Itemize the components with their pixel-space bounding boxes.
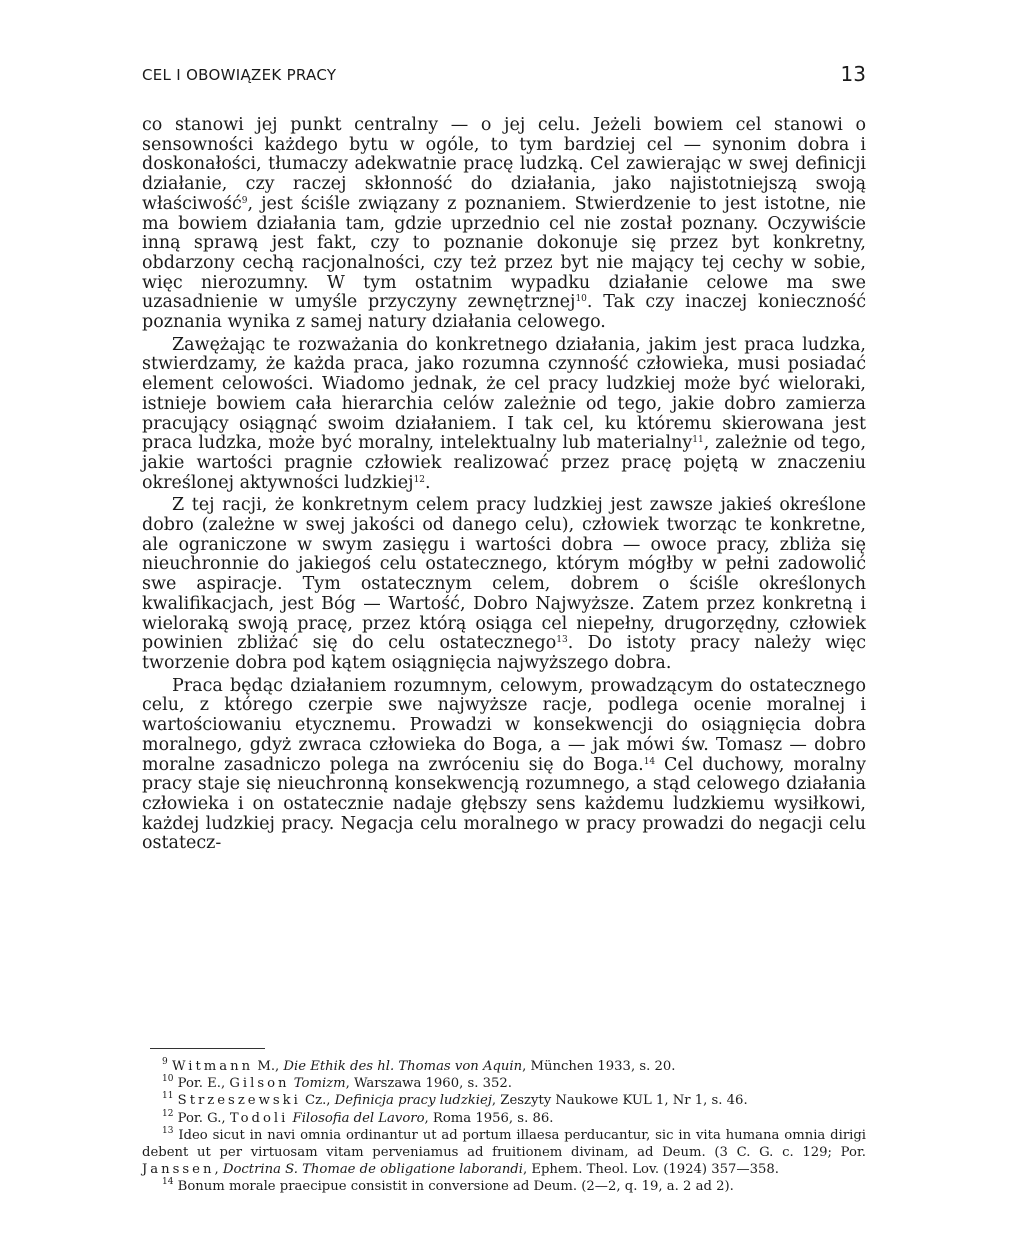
footnote-number: 13 [162,1125,174,1136]
paragraph [142,116,866,333]
footnote-title: Definicja pracy ludzkiej [334,1093,492,1109]
paragraph-text: Praca będąc działaniem rozumnym, celowym, prowadzącym do ostatecznego celu, z którego czerpie swe najwyższe racje, podlega ocenie moralnej i wartościowaniu etycznemu. Prowadzi w konsekwencji do osiągnięcia dobra moralnego, gdyż zwraca człowieka do Boga, a — jak mówi św. Tomasz — dobro moralne zasadniczo polega na zwróceniu się do Boga. [142,675,866,775]
footnote-number: 12 [162,1108,174,1119]
page-number: 13 [840,62,866,86]
footnote [142,1075,866,1092]
footnote-text: Por. E., [173,1076,230,1092]
footnote [142,1092,866,1109]
footnote-text: , Zeszyty Naukowe KUL 1, Nr 1, s. 46. [491,1093,748,1109]
page-header [142,62,866,92]
footnote [142,1058,866,1075]
footnote-author: Janssen [142,1162,215,1178]
paragraph-text: , jest ściśle związany z poznaniem. Stwierdzenie to jest istotne, nie ma bowiem działania tam, gdzie uprzednio cel nie został poznany. Oczywiście inną sprawą jest fakt, czy to poznanie dokonuje się przez byt konkretny, obdarzony cechą racjonalności, czy też przez byt nie mający tej cechy w sobie, więc nierozumny. W tym ostatnim wypadku działanie celowe ma swe uzasadnienie w umyśle przyczyny zewnętrznej [142,193,866,313]
footnote-number: 9 [162,1057,168,1067]
footnote-ref: 14 [643,756,656,767]
footnote-author: Strzeszewski [177,1093,301,1109]
paragraph [142,496,866,673]
paragraph-text: . Tak czy inaczej konieczność poznania wynika z samej natury działania celowego. [142,292,867,333]
footnote-text: , Warszawa 1960, s. 352. [345,1076,512,1092]
footnote-author: Witmann [171,1059,254,1074]
footnote-text: , Roma 1956, s. 86. [424,1110,554,1126]
footnote [142,1110,866,1127]
footnote-ref: 10 [575,294,587,305]
footnote-text: , Ephem. Theol. Lov. (1924) 357—358. [522,1162,779,1178]
paragraph-text: . [425,472,431,493]
footnote-title: Doctrina S. Thomae de obligatione laborandi [222,1162,523,1178]
paragraph-text: . Do istoty pracy należy więc tworzenie dobra pod kątem osiągnięcia najwyższego dobra. [142,633,866,673]
footnote-text: Por. G., [173,1110,230,1126]
footnote-title: Die Ethik des hl. Thomas von Aquin [283,1059,523,1074]
paragraph-text: Z tej racji, że konkretnym celem pracy ludzkiej jest zawsze jakieś określone dobro (zależne w swej jakości od danego celu), człowiek tworząc te konkretne, ale ograniczone w swym zasięgu i wartości dobra — owoce pracy, zbliża się nieuchronnie do jakiegoś celu ostatecznego, którym mógłby w pełni zadowolić swe aspiracje. Tym ostatecznym celem, dobrem o ściśle określonych kwalifikacjach, jest Bóg — Wartość, Dobro Najwyższe. Zatem przez konkretną i wieloraką swoją pracę, przez którą osiąga cel niepełny, drugorzędny, człowiek powinien zbliżać się do celu ostatecznego [142,495,866,654]
footnote-text: M., [253,1059,284,1074]
footnote-text: Cz., [300,1093,335,1109]
footnote-title: Tomizm [293,1076,346,1092]
footnote-text: , München 1933, s. 20. [522,1059,676,1074]
footnotes [142,1058,866,1196]
footnote: $^{13}$ Ideo sicut in navi omnia ordinantur ut ad portum illaesa perducantur, sic in vita humana omnia dirigi debent ut per virtuosam vitam perveniamus ad fruitionem divinam, ad Deum. (3 C. G. c. 129; Por. Janssen, Doctrina S. Thomae de obligatione laborandi, Ephem. Theol. Lov. (1924) 357—358. [142,1125,866,1178]
paragraph-text: Zawężając te rozważania do konkretnego działania, jakim jest praca ludzka, stwierdzamy, że każda praca, jako rozumna czynność człowieka, musi posiadać element celowości. Wiadomo jednak, że cel pracy ludzkiej może być wieloraki, istnieje bowiem cała hierarchia celów zależnie od tego, jakie dobro zamierza pracujący osiągnąć swoim działaniem. I tak cel, ku któremu skierowana jest praca ludzka, może być moralny, intelektualny lub materialny [142,334,866,454]
footnote-number: 14 [162,1177,174,1188]
footnote-author: Todoli [229,1110,289,1126]
paragraph [142,677,866,854]
paragraph-text: co stanowi jej punkt centralny — o jej celu. Jeżeli bowiem cel stanowi o sensowności każdego bytu w ogóle, to tym bardziej cel — synonim dobra i doskonałości, tłumaczy adekwatnie pracę ludzką. Cel zawierając w swej definicji działanie, czy raczej skłonność do działania, jako najistotniejszą swoją właściwość [142,115,866,214]
footnote-ref: 9 [241,195,248,206]
paragraph-text: , zależnie od tego, jakie wartości pragnie człowiek realizować przez pracę pojętą w znaczeniu określonej aktywności ludzkiej [142,433,867,493]
paragraph-text: Cel duchowy, moralny pracy staje się nieuchronną konsekwencją rozumnego, a stąd celowego działania człowieka i on ostatecznie nadaje głębszy sens każdemu ludzkiemu wysiłkowi, każdej ludzkiej pracy. Negacja celu moralnego w pracy prowadzi do negacji celu ostatecz- [142,754,867,854]
running-title: CEL I OBOWIĄZEK PRACY [142,66,337,84]
paragraph [142,336,866,494]
footnote-number: 11 [162,1091,174,1102]
footnote-text: Ideo sicut in navi omnia ordinantur ut ad portum illaesa perducantur, sic in vita humana omnia dirigi debent ut per virtuosam vitam perveniamus ad fruitionem divinam, ad Deum. (3 C. G. c. 129; Por. [142,1127,866,1161]
footnote-ref: 12 [413,474,426,485]
body-text [142,116,866,857]
footnote-divider [150,1048,265,1049]
footnote-author: Gilson [229,1076,290,1092]
footnote-title: Filosofia del Lavoro [292,1110,425,1126]
footnote-ref: 11 [692,435,704,446]
footnote-text: Bonum morale praecipue consistit in conversione ad Deum. (2—2, q. 19, a. 2 ad 2). [173,1179,734,1195]
footnote-number: 10 [162,1074,174,1085]
footnote [142,1178,866,1195]
footnote-ref: 13 [556,635,568,646]
